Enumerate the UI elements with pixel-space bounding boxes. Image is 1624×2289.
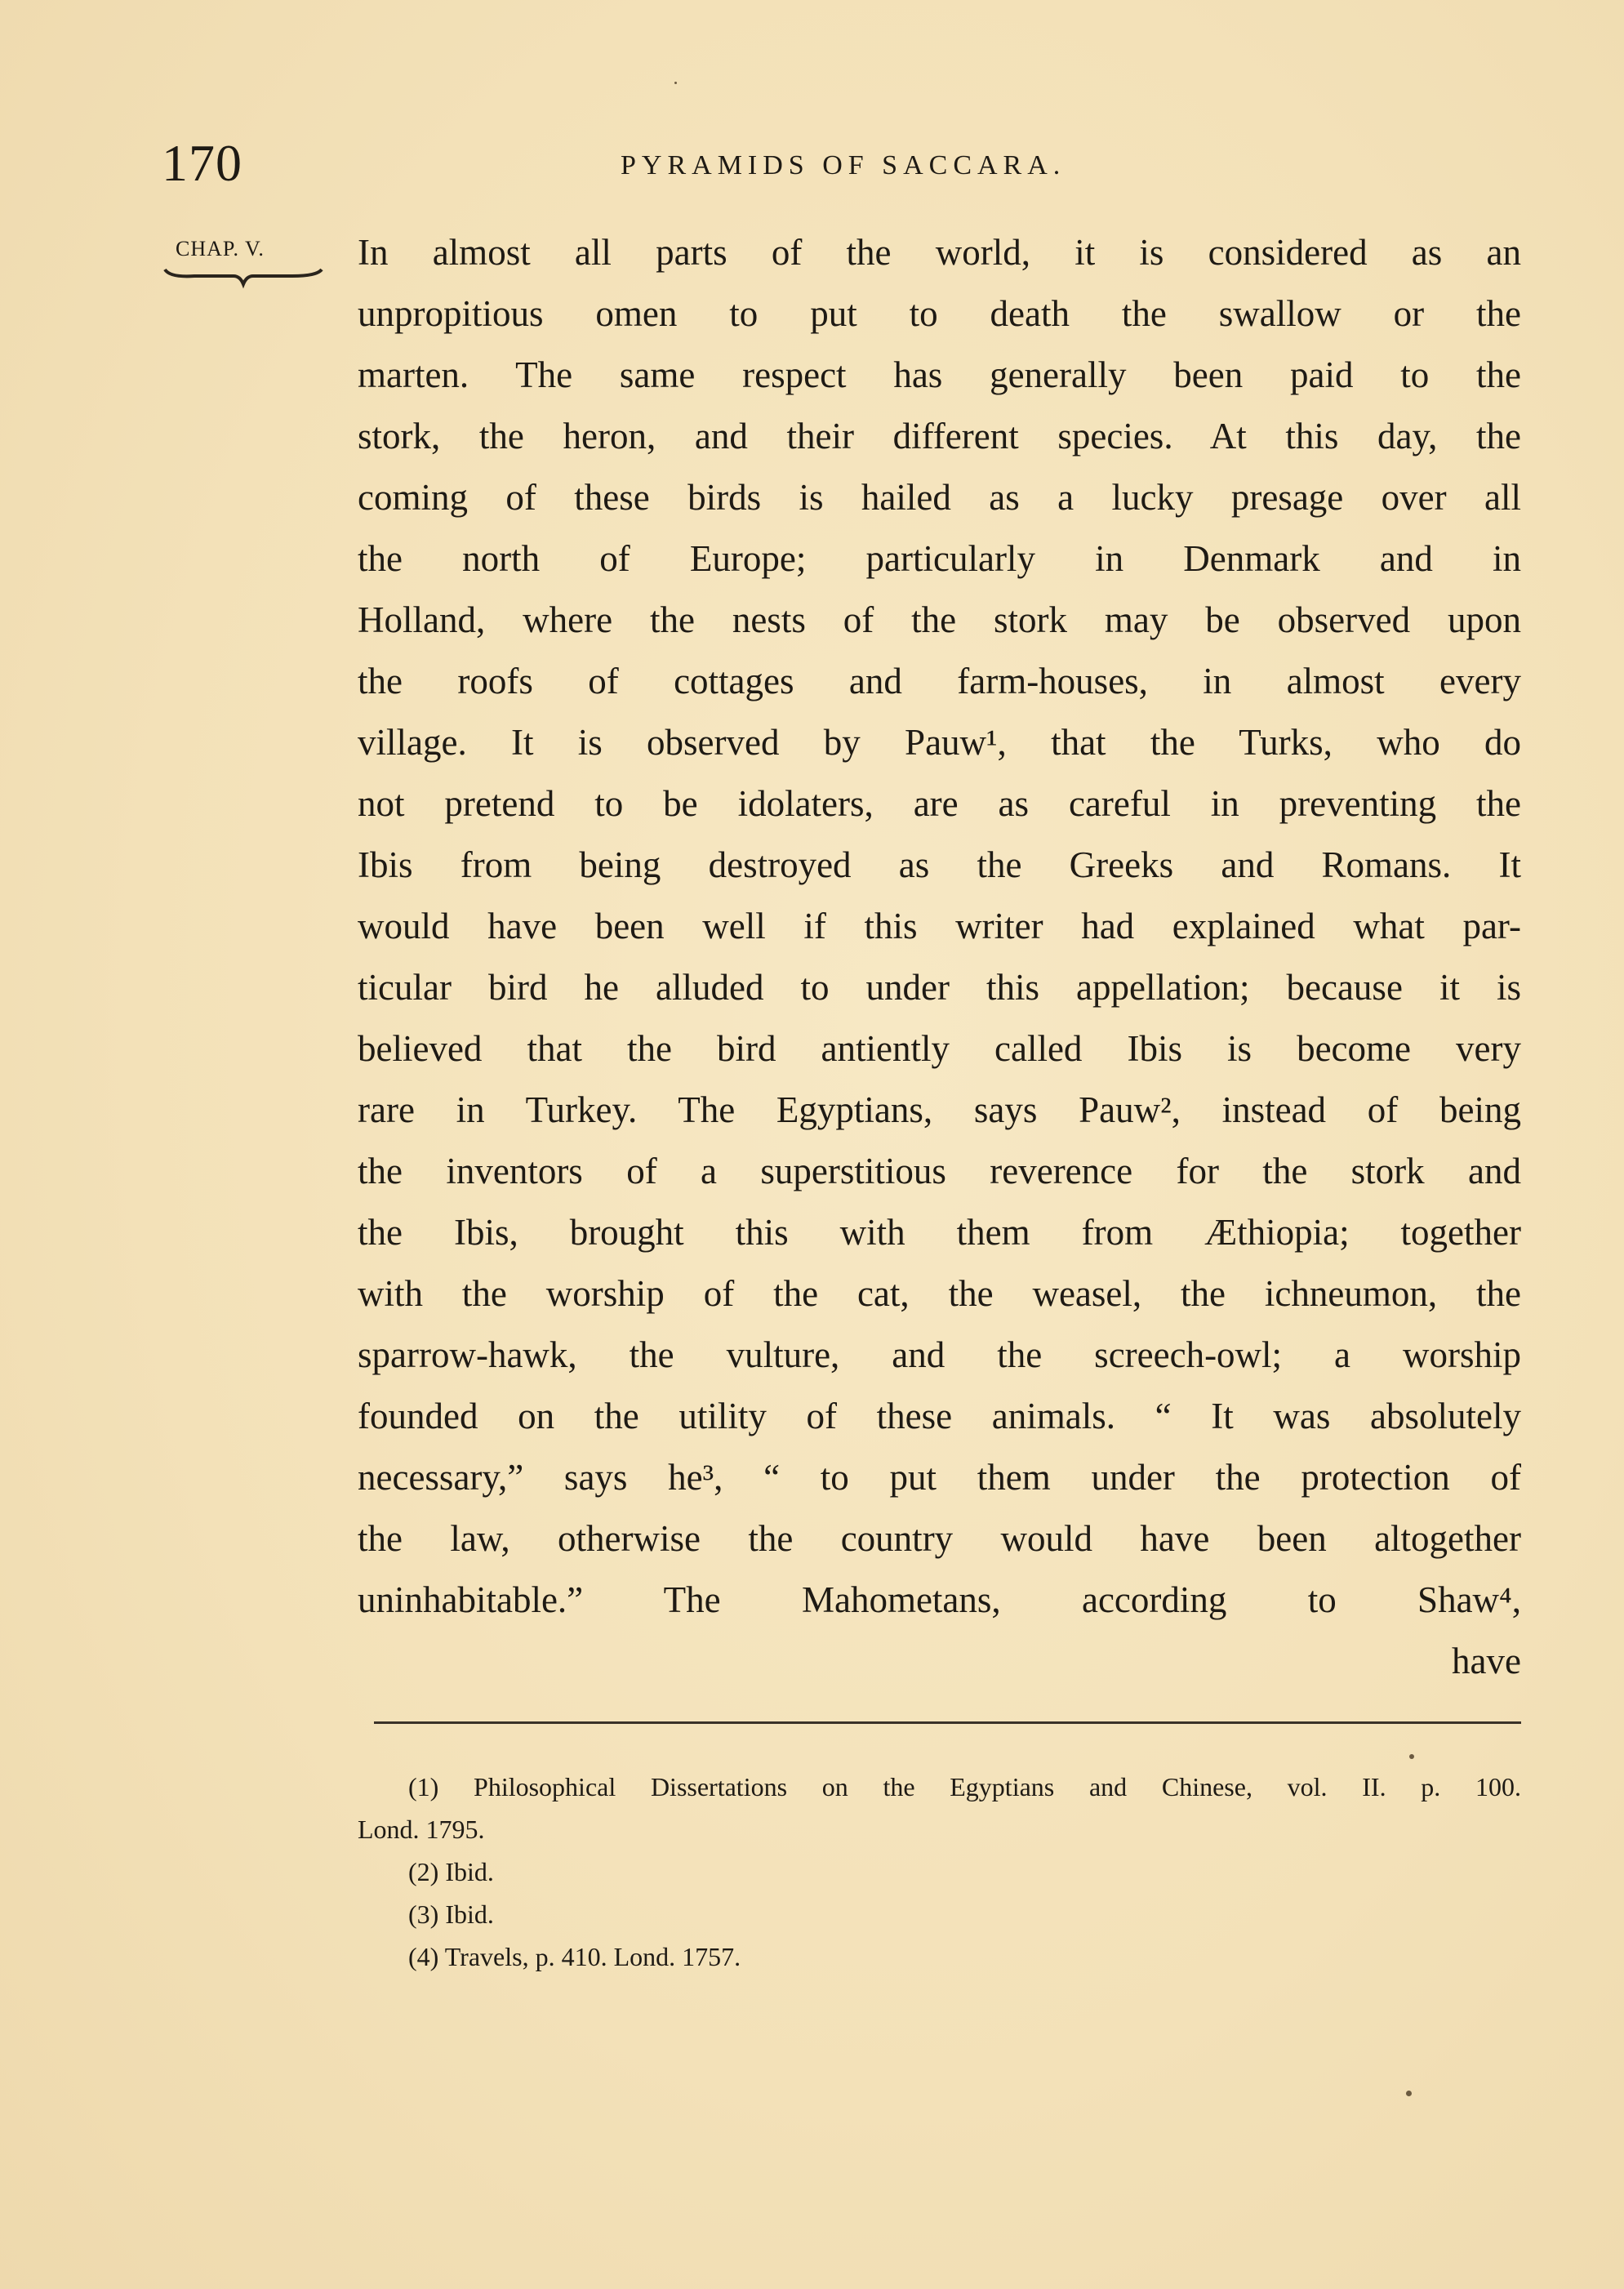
chapter-label: CHAP. V. bbox=[176, 237, 265, 261]
running-head: PYRAMIDS OF SACCARA. bbox=[621, 150, 1066, 180]
text-line: would have been well if this writer had explained what par- bbox=[358, 906, 1521, 946]
text-line: founded on the utility of these animals. “ It was absolutely bbox=[358, 1396, 1521, 1436]
text-line: ticular bird he alluded to under this appellation; because it is bbox=[358, 967, 1521, 1008]
footnote-rule bbox=[374, 1721, 1521, 1724]
text-line: Ibis from being destroyed as the Greeks and Romans. It bbox=[358, 844, 1521, 885]
text-line: stork, the heron, and their different species. At this day, the bbox=[358, 416, 1521, 456]
footnote-item: Lond. 1795. bbox=[358, 1815, 485, 1844]
paper-speck bbox=[1406, 2091, 1412, 2096]
text-line: believed that the bird antiently called Ibis is become very bbox=[358, 1028, 1521, 1069]
text-line: uninhabitable.” The Mahometans, according to Shaw⁴, bbox=[358, 1579, 1521, 1620]
paper-speck bbox=[1409, 1754, 1414, 1759]
footnote-item: (4) Travels, p. 410. Lond. 1757. bbox=[408, 1942, 741, 1971]
text-line: with the worship of the cat, the weasel, the ichneumon, the bbox=[358, 1273, 1521, 1314]
text-line: sparrow-hawk, the vulture, and the screech-owl; a worship bbox=[358, 1334, 1521, 1375]
text-line: the north of Europe; particularly in Denmark and in bbox=[358, 538, 1521, 579]
chapter-brace-ornament bbox=[162, 266, 325, 291]
text-line: the roofs of cottages and farm-houses, in almost every bbox=[358, 661, 1521, 701]
text-line: coming of these birds is hailed as a lucky presage over all bbox=[358, 477, 1521, 518]
text-line: Holland, where the nests of the stork may be observed upon bbox=[358, 599, 1521, 640]
paper-speck bbox=[674, 82, 677, 84]
text-line: marten. The same respect has generally been paid to the bbox=[358, 354, 1521, 395]
text-line: In almost all parts of the world, it is considered as an bbox=[358, 232, 1521, 273]
footnote-item: (2) Ibid. bbox=[408, 1857, 494, 1886]
text-line: not pretend to be idolaters, are as careful in preventing the bbox=[358, 783, 1521, 824]
page-number: 170 bbox=[162, 134, 242, 192]
text-line: the inventors of a superstitious reverence for the stork and bbox=[358, 1151, 1521, 1191]
catchword: have bbox=[1452, 1641, 1521, 1681]
text-line: the Ibis, brought this with them from Æthiopia; together bbox=[358, 1212, 1521, 1253]
text-line: village. It is observed by Pauw¹, that the Turks, who do bbox=[358, 722, 1521, 763]
body-text bbox=[358, 227, 1521, 1697]
footnote-item: (1) Philosophical Dissertations on the Egyptians and Chinese, vol. II. p. 100. bbox=[408, 1772, 1521, 1801]
footnotes bbox=[358, 1770, 1521, 1983]
footnote-item: (3) Ibid. bbox=[408, 1899, 494, 1929]
text-line: rare in Turkey. The Egyptians, says Pauw², instead of being bbox=[358, 1089, 1521, 1130]
text-line: unpropitious omen to put to death the swallow or the bbox=[358, 293, 1521, 334]
text-line: necessary,” says he³, “ to put them under the protection of bbox=[358, 1457, 1521, 1498]
text-line: the law, otherwise the country would have been altogether bbox=[358, 1518, 1521, 1559]
